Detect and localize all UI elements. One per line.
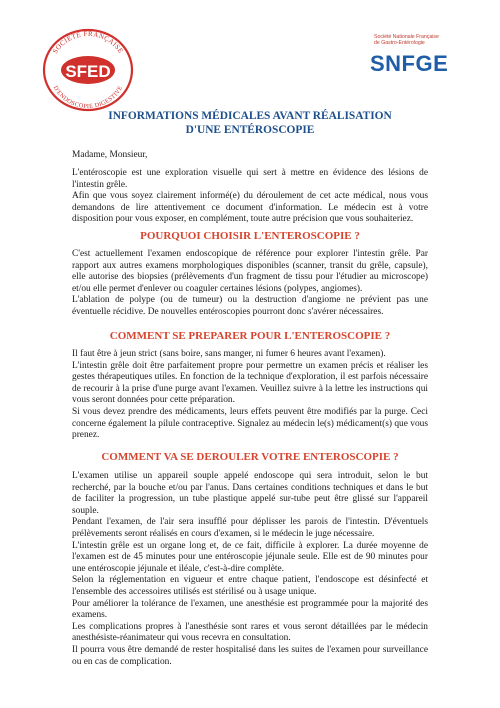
- snfge-caption-line1: Société Nationale Française: [374, 34, 439, 40]
- snfge-caption: [374, 34, 439, 47]
- section-paragraph: Pendant l'examen, de l'air sera insufflé pour déplisser les parois de l'intestin. D'éventuels prélèvements seront réalisés en cours d'examen, si le médecin le juge nécessaire.: [72, 517, 428, 539]
- section-body-procedure: [72, 471, 428, 668]
- snfge-caption-line2: de Gastro-Entérologie: [374, 40, 425, 47]
- sfed-bottom-text: D'ENDOSCOPIE DIGESTIVE: [51, 84, 125, 111]
- section-paragraph: Les complications propres à l'anesthésie sont rares et vous seront détaillées par le médecin anesthésiste-réanimateur qui vous recevra en consultation.: [72, 621, 428, 644]
- intro-paragraph: L'entéroscopie est une exploration visuelle qui sert à mettre en évidence des lésions de l'intestin grêle.: [72, 168, 428, 190]
- snfge-wordmark: SNFGE: [370, 51, 449, 76]
- section-body-prepare: [72, 349, 428, 442]
- svg-text:SOCIÉTÉ FRANÇAISE: [51, 30, 125, 55]
- title-line1: INFORMATIONS MÉDICALES AVANT RÉALISATION: [108, 110, 392, 122]
- section-paragraph: Selon la réglementation en vigueur et entre chaque patient, l'endoscope est désinfecté et l'ensemble des accessoires utilisés est stérilisé ou à usage unique.: [72, 575, 428, 597]
- intro-paragraph: Afin que vous soyez clairement informé(e) du déroulement de cet acte médical, nous vous demandons de lire attentivement ce document d'information. Le médecin est à votre disposition pour vous exposer, en complément, toute autre précision que vous souhaiteriez.: [72, 191, 428, 225]
- title-line2: D'UNE ENTÉROSCOPIE: [185, 124, 315, 136]
- section-paragraph: Il faut être à jeun strict (sans boire, sans manger, ni fumer 6 heures avant l'examen).: [72, 349, 386, 359]
- section-paragraph: L'ablation de polype (ou de tumeur) ou la destruction d'angiome ne prévient pas une éventuelle récidive. De nouvelles entéroscopies pourront donc s'avérer nécessaires.: [72, 295, 428, 317]
- section-paragraph: Si vous devez prendre des médicaments, leurs effets peuvent être modifiés par la purge. Ceci concerne également la pilule contraceptive. Signalez au médecin le(s) médicament(s) que vous prenez.: [72, 406, 428, 441]
- section-paragraph: Pour améliorer la tolérance de l'examen, une anesthésie est programmée pour la majorité des examens.: [72, 598, 428, 621]
- section-title-procedure: COMMENT VA SE DEROULER VOTRE ENTEROSCOPIE ?: [101, 451, 399, 463]
- sfed-top-text: SOCIÉTÉ FRANÇAISE: [51, 29, 125, 56]
- section-paragraph: L'intestin grêle est un organe long et, de ce fait, difficile à explorer. La durée moyenne de l'examen est de 45 minutes pour une entéroscopie jéjunale seule. Elle est de 90 minutes pour une entéroscopie jéjunale et iléale, c'est-à-dire complète.: [72, 540, 428, 574]
- section-paragraph: L'examen utilise un appareil souple appelé endoscope qui sera introduit, selon le but recherché, par la bouche et/ou par l'anus. Dans certaines conditions techniques et dans le but de faciliter la progression, un tube plastique appelé sur-tube peut être glissé sur l'appareil souple.: [72, 471, 428, 516]
- section-paragraph: Il pourra vous être demandé de rester hospitalisé dans les suites de l'examen pour surveillance ou en cas de complication.: [72, 644, 428, 667]
- section-title-prepare: COMMENT SE PREPARER POUR L'ENTEROSCOPIE ?: [109, 330, 391, 342]
- section-title-why: POURQUOI CHOISIR L'ENTEROSCOPIE ?: [140, 230, 360, 242]
- svg-text:D'ENDOSCOPIE DIGESTIVE: [52, 85, 125, 110]
- intro-block: [72, 168, 428, 226]
- section-paragraph: C'est actuellement l'examen endoscopique de référence pour explorer l'intestin grêle. Par rapport aux autres examens morphologiques disponibles (scanner, transit du grêle, capsule), elle autorise des biopsies (prélèvements d'un fragment de tissu pour l'étudier au microscope) et/ou elle permet d'enlever ou coaguler certaines lésions (polypes, angiomes).: [72, 249, 428, 294]
- section-body-why: [72, 249, 428, 319]
- salutation: Madame, Monsieur,: [72, 150, 148, 160]
- document-title: [0, 109, 500, 137]
- sfed-acronym: SFED: [65, 62, 111, 81]
- sfed-logo: [40, 26, 136, 112]
- section-paragraph: L'intestin grêle doit être parfaitement propre pour permettre un examen précis et réaliser les gestes thérapeutiques utiles. En fonction de la technique d'exploration, il est parfois nécessaire de recourir à la prise d'une purge avant l'examen. Veuillez suivre à la lettre les instructions qui vous seront données pour cette préparation.: [72, 360, 428, 406]
